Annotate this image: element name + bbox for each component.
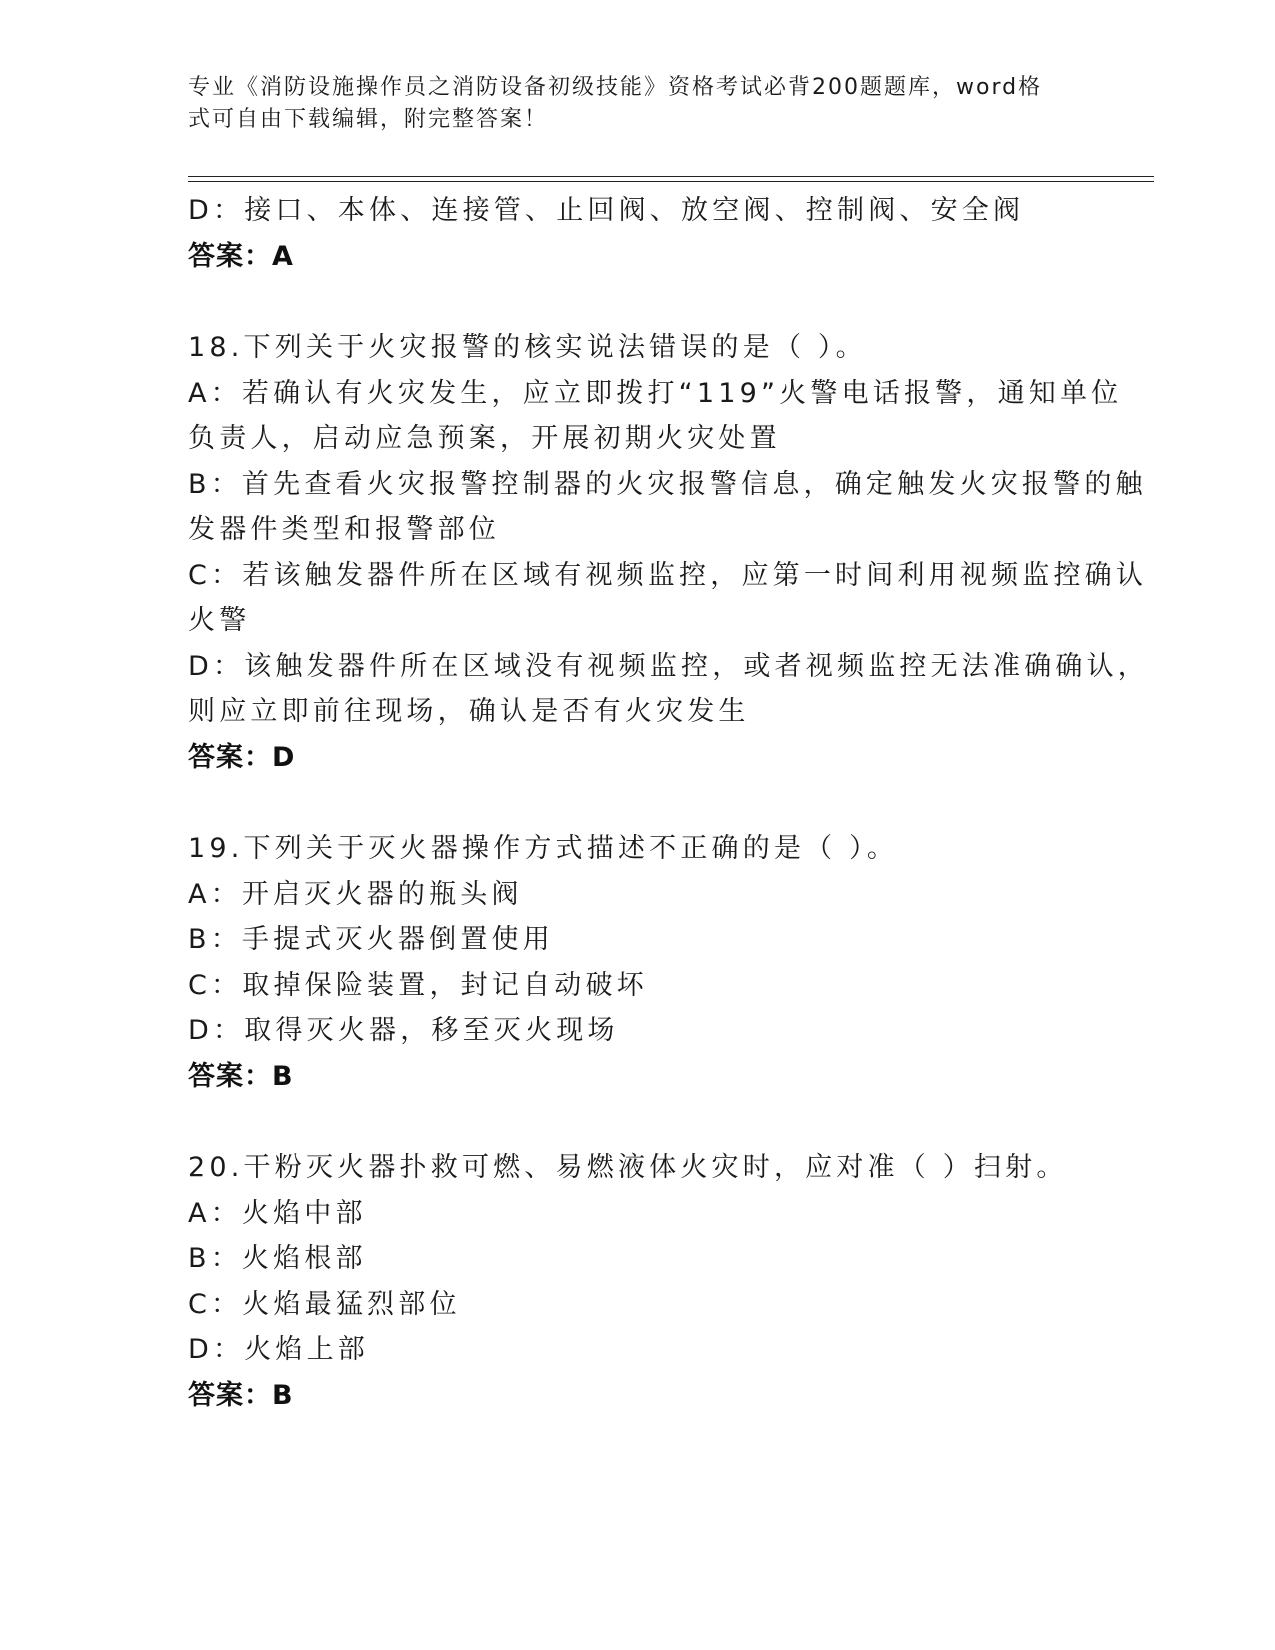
option-a: A：若确认有火灾发生，应立即拨打“119”火警电话报警，通知单位 — [188, 377, 1123, 409]
header-divider-top — [188, 176, 1154, 177]
header-divider-bottom — [188, 181, 1154, 182]
option-c: C：若该触发器件所在区域有视频监控，应第一时间利用视频监控确认 — [188, 559, 1148, 591]
option-d: D：火焰上部 — [188, 1334, 369, 1365]
option-c: C：取掉保险装置，封记自动破坏 — [188, 969, 648, 1001]
option-d: D：该触发器件所在区域没有视频监控，或者视频监控无法准确确认， — [188, 650, 1149, 682]
option-a-cont: 负责人，启动应急预案，开展初期火灾处置 — [188, 423, 781, 454]
spacer — [188, 279, 1088, 325]
option-b: B：手提式灭火器倒置使用 — [188, 924, 554, 955]
spacer — [188, 1099, 1088, 1145]
question-17-tail — [188, 188, 1088, 279]
question-20 — [188, 1145, 1088, 1418]
option-d-cont: 则应立即前往现场，确认是否有火灾发生 — [188, 696, 750, 727]
page-header — [188, 72, 1068, 136]
question-stem: 20.干粉灭火器扑救可燃、易燃液体火灾时，应对准（ ）扫射。 — [188, 1152, 1068, 1183]
option-b: B：火焰根部 — [188, 1243, 367, 1274]
option-a: A：火焰中部 — [188, 1197, 367, 1229]
option-b-cont: 发器件类型和报警部位 — [188, 514, 500, 545]
option-c: C：火焰最猛烈部位 — [188, 1288, 461, 1320]
answer: 答案：B — [188, 1060, 294, 1092]
question-18 — [188, 325, 1149, 780]
option-a: A：开启灭火器的瓶头阀 — [188, 878, 523, 910]
question-19 — [188, 826, 1088, 1099]
header-title-line-1: 专业《消防设施操作员之消防设备初级技能》资格考试必背200题题库，word格 — [188, 75, 1043, 100]
option-b: B：首先查看火灾报警控制器的火灾报警信息，确定触发火灾报警的触 — [188, 468, 1147, 500]
option-d: D：取得灭火器，移至灭火现场 — [188, 1015, 619, 1046]
question-stem: 18.下列关于火灾报警的核实说法错误的是（ ）。 — [188, 332, 867, 363]
spacer — [188, 780, 1088, 826]
answer: 答案：D — [188, 741, 296, 773]
question-stem: 19.下列关于灭火器操作方式描述不正确的是（ ）。 — [188, 833, 899, 864]
answer: 答案：B — [188, 1379, 294, 1411]
option-c-cont: 火警 — [188, 605, 251, 636]
header-title-line-2: 式可自由下载编辑，附完整答案！ — [188, 107, 549, 132]
answer: 答案：A — [188, 240, 294, 272]
question-list — [188, 188, 1149, 1418]
option-d: D：接口、本体、连接管、止回阀、放空阀、控制阀、安全阀 — [188, 195, 1025, 226]
